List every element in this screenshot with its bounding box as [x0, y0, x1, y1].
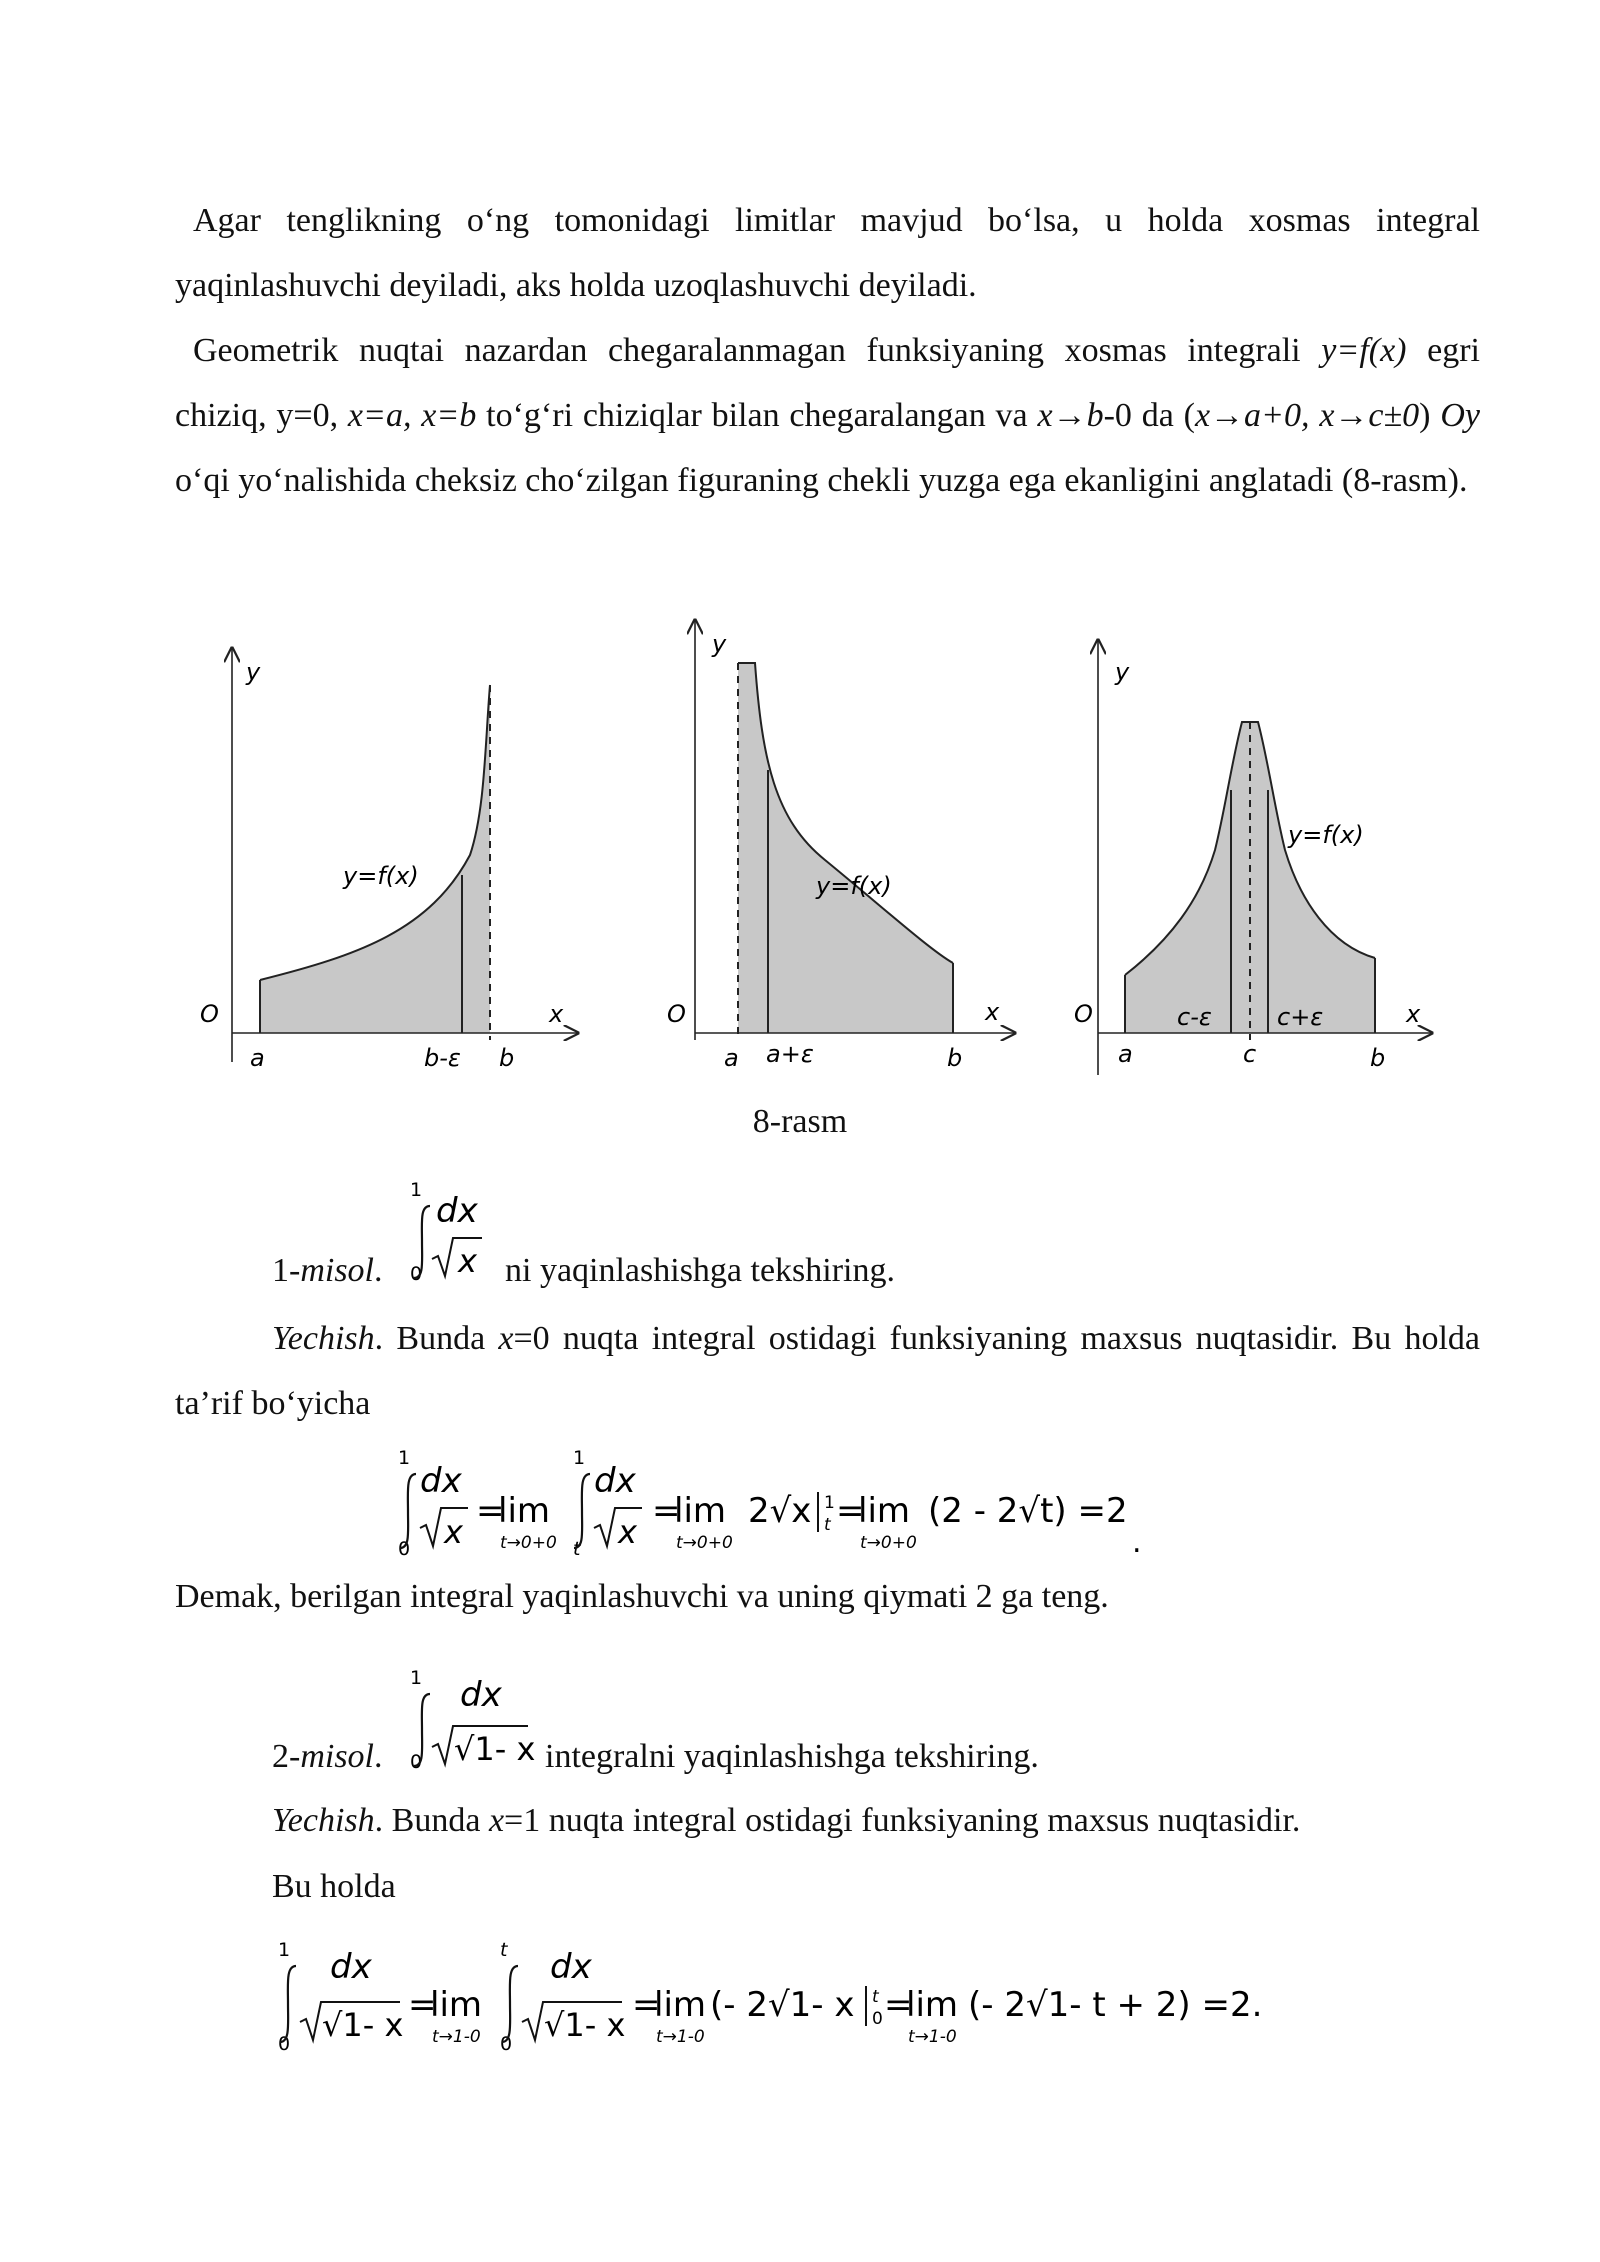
- example-2-formula: [270, 1930, 1270, 2070]
- figure-8-graphs: [0, 600, 1600, 1090]
- svg-text:=: =: [632, 1985, 661, 2025]
- g2-x-label: x: [985, 998, 1000, 1026]
- example-2-solution-cont: Bu holda: [272, 1868, 396, 1905]
- svg-text:0: 0: [278, 2033, 291, 2055]
- svg-text:t: t: [824, 1515, 831, 1535]
- svg-text:dx: dx: [330, 1947, 372, 1987]
- svg-text:t→0+0: t→0+0: [500, 1533, 557, 1553]
- svg-text:=: =: [476, 1491, 505, 1531]
- g1-b-label: b: [499, 1044, 515, 1072]
- g2-b-label: b: [947, 1044, 963, 1072]
- svg-text:1: 1: [398, 1447, 411, 1469]
- svg-text:dx: dx: [436, 1191, 478, 1231]
- graph-right: [1074, 640, 1432, 1075]
- example-2-task: integralni yaqinlashishga tekshiring.: [545, 1738, 1039, 1775]
- svg-text:(- 2√1- t + 2) =2.: (- 2√1- t + 2) =2.: [968, 1985, 1263, 2025]
- svg-text:1: 1: [573, 1447, 586, 1469]
- graph-left: [200, 648, 578, 1072]
- g3-x-label: x: [1406, 1000, 1421, 1028]
- svg-text:x: x: [618, 1513, 637, 1551]
- svg-text:0: 0: [872, 2009, 883, 2029]
- example-2-solution: Yechish. Bunda x=1 nuqta integral ostidagi funksiyaning maxsus nuqtasidir.: [272, 1802, 1301, 1839]
- g1-a-label: a: [250, 1044, 265, 1072]
- svg-text:=: =: [408, 1985, 437, 2025]
- g3-c-plus-label: c+ε: [1277, 1003, 1324, 1031]
- g1-origin-label: O: [200, 1000, 219, 1028]
- svg-text:1: 1: [410, 1179, 423, 1201]
- svg-text:0: 0: [500, 2033, 513, 2055]
- svg-text:=: =: [836, 1491, 865, 1531]
- svg-text:t→1-0: t→1-0: [432, 2027, 481, 2047]
- svg-text:t→1-0: t→1-0: [908, 2027, 957, 2047]
- example-1-label: 1-misol.: [272, 1252, 383, 1289]
- svg-text:x: x: [444, 1513, 463, 1551]
- g3-c-minus-label: c-ε: [1177, 1003, 1212, 1031]
- figure-caption: 8-rasm: [752, 1103, 848, 1140]
- svg-text:1: 1: [410, 1667, 423, 1689]
- g2-curve-label: y=f(x): [816, 872, 892, 900]
- graph-middle: [667, 620, 1015, 1072]
- example-1-integral: [400, 1172, 510, 1292]
- svg-text:1: 1: [824, 1493, 835, 1513]
- svg-text:x: x: [458, 1242, 477, 1280]
- g1-x-label: x: [549, 1000, 564, 1028]
- example-2-integral: [400, 1660, 540, 1780]
- paragraph-geometric: Geometrik nuqtai nazardan chegaralanmagan funksiyaning xosmas integrali y=f(x) egri chiziq, y=0, x=a, x=b to‘g‘ri chiziqlar bilan chegaralangan va x→b-0 da (x→a+0, x→c±0) Oy o‘qi yo‘nalishida cheksiz cho‘zilgan figuraning chekli yuzga ega ekanligini anglatadi (8-rasm).: [175, 332, 1481, 499]
- svg-text:1: 1: [278, 1939, 291, 1961]
- g3-origin-label: O: [1074, 1000, 1093, 1028]
- svg-text:(- 2√1- x: (- 2√1- x: [710, 1985, 855, 2025]
- svg-text:=: =: [884, 1985, 913, 2025]
- svg-text:(2 - 2√t) =2: (2 - 2√t) =2: [928, 1491, 1128, 1531]
- svg-text:.: .: [1132, 1525, 1142, 1560]
- svg-text:√1- x: √1- x: [322, 2006, 404, 2044]
- svg-text:lim: lim: [498, 1491, 551, 1531]
- g3-b-label: b: [1370, 1044, 1386, 1072]
- svg-text:2√x: 2√x: [748, 1491, 812, 1531]
- svg-text:lim: lim: [430, 1985, 483, 2025]
- svg-text:t→0+0: t→0+0: [860, 1533, 917, 1553]
- svg-text:dx: dx: [594, 1461, 636, 1501]
- svg-text:dx: dx: [420, 1461, 462, 1501]
- g2-a-label: a: [724, 1044, 739, 1072]
- example-1-task: ni yaqinlashishga tekshiring.: [505, 1252, 896, 1289]
- svg-text:t: t: [872, 1987, 879, 2007]
- svg-text:t: t: [573, 1538, 581, 1560]
- svg-text:t: t: [500, 1939, 508, 1961]
- svg-text:√1- x: √1- x: [544, 2006, 626, 2044]
- svg-text:t→0+0: t→0+0: [676, 1533, 733, 1553]
- svg-text:lim: lim: [858, 1491, 911, 1531]
- svg-text:dx: dx: [460, 1675, 502, 1715]
- svg-text:0: 0: [410, 1263, 423, 1285]
- example-2-label: 2-misol.: [272, 1738, 383, 1775]
- shaded-area-left: [260, 685, 490, 1033]
- g3-c-label: c: [1243, 1040, 1257, 1068]
- example-1-conclusion: Demak, berilgan integral yaqinlashuvchi va uning qiymati 2 ga teng.: [175, 1578, 1109, 1615]
- svg-text:lim: lim: [906, 1985, 959, 2025]
- svg-text:lim: lim: [654, 1985, 707, 2025]
- example-1-solution: Yechish. Bunda x=0 nuqta integral ostidagi funksiyaning maxsus nuqtasidir. Bu holda ta’rif bo‘yicha: [175, 1320, 1480, 1422]
- svg-text:dx: dx: [550, 1947, 592, 1987]
- g3-curve-label: y=f(x): [1288, 821, 1364, 849]
- g2-origin-label: O: [667, 1000, 686, 1028]
- g1-curve-label: y=f(x): [343, 862, 419, 890]
- svg-text:0: 0: [410, 1751, 423, 1773]
- g3-a-label: a: [1118, 1040, 1133, 1068]
- paragraph-intro: Agar tenglikning o‘ng tomonidagi limitlar mavjud bo‘lsa, u holda xosmas integral yaqinlashuvchi deyiladi, aks holda uzoqlashuvchi deyiladi.: [175, 202, 1480, 304]
- g2-y-label: y: [712, 630, 727, 658]
- g2-a-eps-label: a+ε: [766, 1040, 814, 1068]
- example-1-formula: [380, 1440, 1160, 1570]
- shaded-area-middle: [738, 663, 953, 1033]
- g1-y-label: y: [246, 658, 261, 686]
- g1-b-eps-label: b-ε: [424, 1044, 461, 1072]
- svg-text:0: 0: [398, 1538, 411, 1560]
- svg-text:lim: lim: [674, 1491, 727, 1531]
- svg-text:=: =: [652, 1491, 681, 1531]
- svg-text:√1- x: √1- x: [454, 1730, 536, 1768]
- g3-y-label: y: [1115, 658, 1130, 686]
- svg-text:t→1-0: t→1-0: [656, 2027, 705, 2047]
